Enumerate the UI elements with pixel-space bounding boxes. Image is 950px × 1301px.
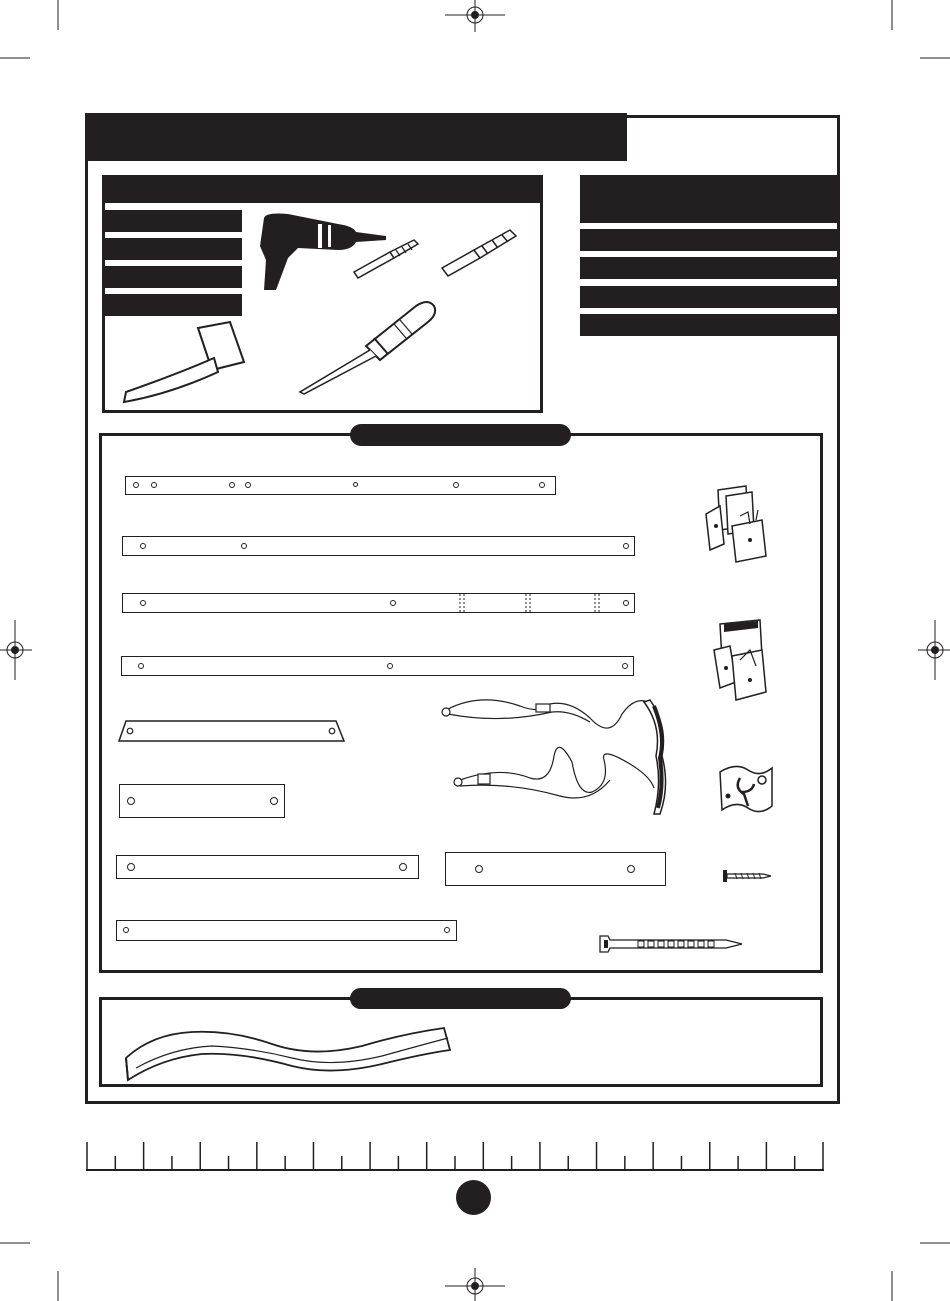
tool-label-4 <box>105 294 242 316</box>
hook-plate-icon <box>718 762 774 816</box>
mallet-icon <box>120 318 250 408</box>
tool-label-2 <box>105 238 242 260</box>
part-plank-3 <box>122 593 635 613</box>
part-plank-2 <box>122 536 635 556</box>
info-panel-header <box>580 175 837 223</box>
parts-header <box>350 424 571 446</box>
part-plank-long-bottom <box>116 920 457 941</box>
large-drill-bit-icon <box>440 228 520 278</box>
tool-label-3 <box>105 266 242 288</box>
small-drill-bit-icon <box>352 238 422 278</box>
title-bar <box>85 113 627 161</box>
part-short-board <box>119 784 285 818</box>
info-row-1 <box>580 229 837 251</box>
slide-strip-icon <box>122 1024 454 1082</box>
part-board-medium <box>116 855 419 879</box>
info-row-4 <box>580 314 837 336</box>
ground-anchor-peg-icon <box>598 934 744 954</box>
tool-label-1 <box>105 210 242 232</box>
corner-bracket-a-icon <box>696 486 776 566</box>
page-number-badge <box>456 1180 491 1215</box>
part-board-short-2 <box>445 852 666 886</box>
part-trapezoid-plank <box>118 720 346 742</box>
screwdriver-icon <box>296 298 441 398</box>
info-row-2 <box>580 257 837 279</box>
part-plank-4 <box>121 656 634 676</box>
swing-seat-with-ropes-icon <box>440 696 670 818</box>
corner-bracket-b-icon <box>700 620 780 705</box>
part-plank-1 <box>125 476 556 495</box>
info-row-3 <box>580 286 837 308</box>
tools-header <box>102 175 543 203</box>
ruler <box>86 1140 826 1172</box>
screw-icon <box>723 868 773 884</box>
extras-header <box>350 988 571 1009</box>
